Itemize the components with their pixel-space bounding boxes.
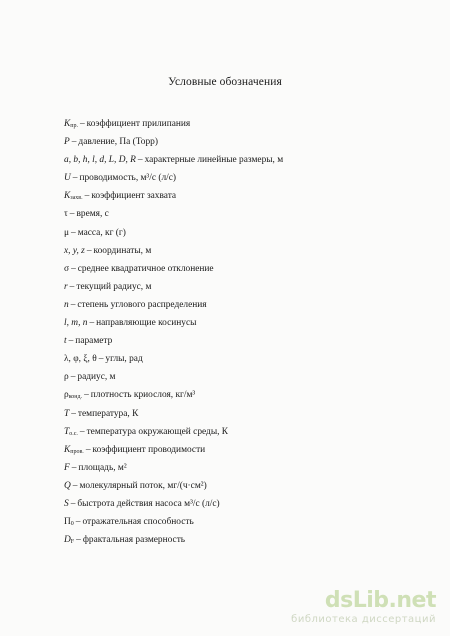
notation-subscript: конд. [68, 394, 83, 401]
notation-symbol: ρ [64, 372, 69, 383]
notation-row [64, 133, 394, 151]
notation-dash: – [137, 155, 143, 166]
notation-row [64, 513, 394, 531]
notation-description: углы, рад [105, 354, 143, 365]
notation-symbol: λ, φ, ξ, θ [64, 354, 97, 365]
notation-row [64, 495, 394, 513]
notation-description: направляющие косинусы [96, 318, 197, 329]
notation-symbol: x, y, z [64, 245, 85, 256]
notation-symbol: ρ [64, 390, 69, 401]
notation-description: коэффициент прилипания [86, 119, 191, 129]
notation-dash: – [84, 390, 89, 401]
notation-row [64, 278, 394, 296]
notation-description: молекулярный поток, мг/(ч·см²) [79, 480, 207, 491]
notation-row [64, 441, 394, 459]
notation-dash: – [89, 318, 95, 329]
notation-description: температура окружающей среды, К [86, 426, 229, 437]
notation-row [64, 368, 394, 386]
notation-dash: – [71, 263, 76, 274]
notation-symbol: D [64, 535, 71, 546]
notation-symbol: U [64, 173, 71, 184]
notation-description: координаты, м [93, 245, 152, 256]
notation-dash: – [84, 191, 90, 202]
notation-row [64, 314, 394, 332]
notation-description: температура, К [77, 408, 139, 419]
notation-subscript: пров. [70, 448, 84, 455]
notation-dash: – [71, 227, 76, 238]
notation-row [64, 459, 394, 477]
notation-row [64, 350, 394, 368]
notation-dash: – [71, 137, 77, 148]
notation-description: отражательная способность [82, 517, 194, 528]
notation-row [64, 224, 394, 242]
notation-description: текущий радиус, м [76, 281, 152, 292]
notation-symbol: r [64, 281, 68, 292]
notation-description: среднее квадратичное отклонение [77, 263, 214, 274]
notation-subscript: захв. [70, 195, 83, 202]
notation-row [64, 205, 394, 223]
notation-symbol: Q [64, 480, 71, 491]
page-title: Условные обозначения [168, 76, 282, 88]
notation-description: радиус, м [77, 372, 116, 383]
notation-dash: – [86, 245, 92, 256]
notation-description: коэффициент захвата [91, 191, 177, 202]
notation-description: характерные линейные размеры, м [144, 155, 284, 166]
notation-row [64, 169, 394, 187]
notation-description: плотность криослоя, кг/м³ [90, 390, 196, 401]
notation-row [64, 477, 394, 495]
notation-row [64, 115, 394, 133]
notation-dash: – [72, 173, 78, 184]
notation-dash: – [71, 462, 77, 473]
watermark-subtitle: библиотека диссертаций [291, 614, 436, 625]
notation-subscript: F [70, 539, 75, 546]
notation-description: масса, кг (г) [77, 227, 126, 238]
watermark [286, 590, 436, 628]
notation-dash: – [85, 444, 91, 455]
notation-symbol: K [64, 444, 71, 455]
notation-row [64, 386, 394, 404]
notation-row [64, 242, 394, 260]
notation-subscript: 0 [70, 521, 74, 528]
notation-dash: – [69, 281, 75, 292]
notation-symbol: a, b, h, l, d, L, D, R [64, 155, 136, 166]
notation-description: давление, Па (Торр) [78, 137, 158, 148]
notation-dash: – [72, 480, 78, 491]
notation-description: параметр [75, 336, 113, 347]
notation-symbol: τ [64, 209, 68, 220]
notation-row [64, 423, 394, 441]
notation-subscript: о.с. [69, 430, 78, 437]
notation-dash: – [70, 372, 76, 383]
notation-row [64, 187, 394, 205]
notation-row [64, 296, 394, 314]
notation-list [64, 115, 394, 549]
notation-symbol: t [64, 336, 67, 347]
notation-symbol: F [64, 462, 70, 473]
watermark-logo: dsLib.net [324, 588, 436, 613]
notation-symbol: K [64, 119, 71, 129]
notation-symbol: K [64, 191, 71, 202]
notation-description: время, с [76, 209, 109, 220]
notation-dash: – [75, 517, 81, 528]
notation-dash: – [69, 209, 75, 220]
notation-symbol: n [64, 299, 69, 310]
notation-symbol: μ [64, 227, 70, 238]
notation-description: площадь, м² [78, 462, 127, 473]
notation-row [64, 531, 394, 549]
notation-dash: – [98, 354, 104, 365]
notation-dash: – [68, 336, 74, 347]
notation-description: фрактальная размерность [82, 535, 186, 546]
notation-symbol: σ [64, 263, 70, 274]
notation-row [64, 151, 394, 169]
notation-symbol: S [64, 498, 69, 509]
notation-symbol: l, m, n [64, 318, 88, 329]
notation-symbol: П [64, 517, 71, 528]
notation-dash: – [71, 408, 76, 419]
notation-description: степень углового распределения [77, 299, 207, 310]
notation-symbol: P [64, 137, 70, 148]
notation-description: коэффициент проводимости [92, 444, 206, 455]
notation-description: проводимость, м³/с (л/с) [79, 173, 177, 184]
notation-dash: – [70, 299, 76, 310]
notation-dash: – [79, 426, 85, 437]
notation-subscript: пр. [70, 123, 78, 129]
notation-symbol: T [64, 426, 70, 437]
notation-description: быстрота действия насоса м³/с (л/с) [77, 498, 220, 509]
notation-row [64, 260, 394, 278]
notation-row [64, 405, 394, 423]
notation-row [64, 332, 394, 350]
notation-symbol: T [64, 408, 70, 419]
notation-dash: – [70, 498, 76, 509]
notation-dash: – [79, 119, 85, 129]
notation-dash: – [76, 535, 81, 546]
